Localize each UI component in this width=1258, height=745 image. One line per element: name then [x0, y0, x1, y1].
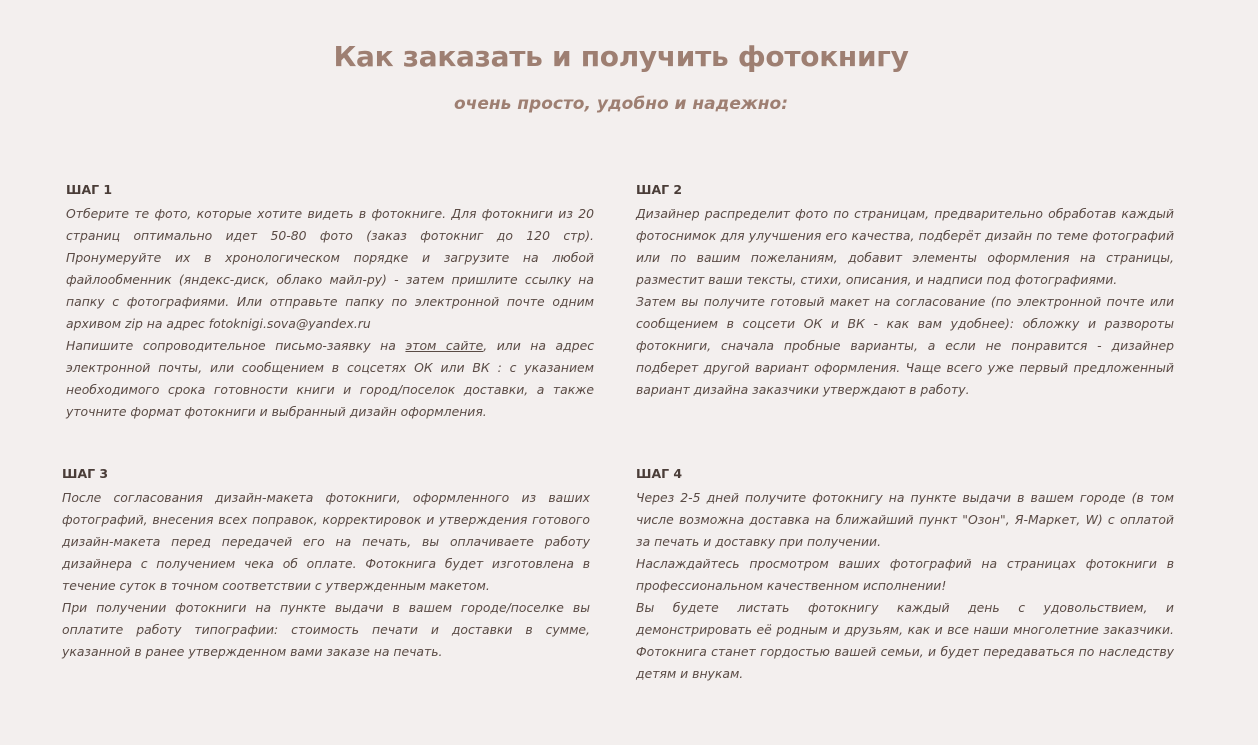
step-2	[636, 181, 1174, 401]
this-site-link[interactable]: этом сайте	[405, 338, 484, 353]
step-paragraph: Наслаждайтесь просмотром ваших фотографий на страницах фотокниги в профессиональном качественном исполнении!	[636, 556, 1174, 593]
step-paragraph: При получении фотокниги на пункте выдачи в вашем городе/поселке вы оплатите работу типографии: стоимость печати и доставки в сумме, указанной в ранее утвержденном вами заказе на печать.	[62, 600, 590, 659]
step-title: ШАГ 1	[66, 182, 113, 197]
step-paragraph	[66, 335, 594, 423]
step-paragraph: Вы будете листать фотокнигу каждый день с удовольствием, и демонстрировать её родным и друзьям, как и все наши многолетние заказчики. Фотокнига станет гордостью вашей семьи, и будет передаваться по наследству детям и внукам.	[636, 600, 1174, 681]
step-body	[66, 203, 594, 423]
page-title: Как заказать и получить фотокнигу	[333, 40, 909, 73]
step-paragraph: Дизайнер распределит фото по страницам, предварительно обработав каждый фотоснимок для улучшения его качества, подберёт дизайн по теме фотографий или по вашим пожеланиям, добавит элементы оформления на страницы, разместит ваши тексты, стихи, описания, и надписи под фотографиями.	[636, 206, 1174, 287]
step-paragraph: Затем вы получите готовый макет на согласование (по электронной почте или сообщением в соцсети ОК и ВК - как вам удобнее): обложку и развороты фотокниги, сначала пробные варианты, а если не понравится - дизайнер подберет другой вариант оформления. Чаще всего уже первый предложенный вариант дизайна заказчики утверждают в работу.	[636, 294, 1174, 397]
step-body	[62, 487, 590, 663]
step-body	[636, 203, 1174, 401]
step-4	[636, 465, 1174, 685]
step-body	[636, 487, 1174, 685]
text-span: Напишите сопроводительное письмо-заявку на	[66, 338, 406, 353]
step-title: ШАГ 2	[636, 182, 683, 197]
step-title: ШАГ 3	[62, 466, 109, 481]
step-3	[62, 465, 590, 663]
step-paragraph: Отберите те фото, которые хотите видеть в фотокниге. Для фотокниги из 20 страниц оптимально идет 50-80 фото (заказ фотокниг до 120 стр). Пронумеруйте их в хронологическом порядке и загрузите на любой файлообменник (яндекс-диск, облако майл-ру) - затем пришлите ссылку на папку с фотографиями. Или отправьте папку по электронной почте одним архивом zip на адрес fotoknigi.sova@yandex.ru	[66, 206, 594, 331]
step-1	[66, 181, 594, 423]
step-title: ШАГ 4	[636, 466, 683, 481]
text-span: , или на адрес электронной почты, или сообщением в соцсетях ОК или ВК : с указанием необходимого срока готовности книги и город/поселок доставки, а также уточните формат фотокниги и выбранный дизайн оформления.	[66, 338, 595, 419]
step-paragraph: После согласования дизайн-макета фотокниги, оформленного из ваших фотографий, внесения всех поправок, корректировок и утверждения готового дизайн-макета перед передачей его на печать, вы оплачиваете работу дизайнера с получением чека об оплате. Фотокнига будет изготовлена в течение суток в точном соответствии с утвержденным макетом.	[62, 490, 590, 593]
page-subtitle: очень просто, удобно и надежно:	[453, 94, 789, 114]
step-paragraph: Через 2-5 дней получите фотокнигу на пункте выдачи в вашем городе (в том числе возможна доставка на ближайший пункт "Озон", Я-Маркет, W) с оплатой за печать и доставку при получении.	[636, 490, 1174, 549]
